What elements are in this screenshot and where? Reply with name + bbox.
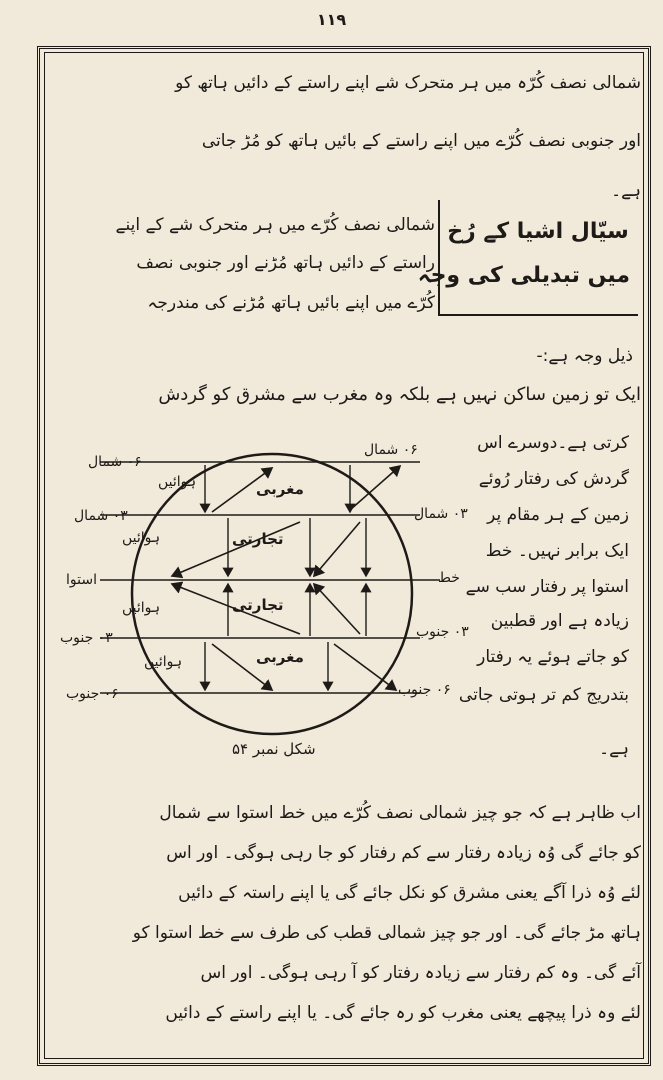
wind-belt-label: مغربی <box>256 648 304 666</box>
section-heading-box <box>417 200 638 316</box>
wind-belts-diagram <box>60 418 480 778</box>
right-latitude-label: خط <box>438 570 460 586</box>
body-line: آئے گی۔ وہ کم رفتار سے زیادہ رفتار کو آ رہی ہوگی۔ اور اس <box>200 963 641 983</box>
beside-heading-line: کُرّے میں اپنے بائیں ہاتھ مُڑنے کی مندرجہ <box>147 293 435 313</box>
section-heading-line: سیّال اشیا کے رُخ <box>447 219 629 244</box>
body-line: کو جائے گی وُہ زیادہ رفتار سے کم رفتار کو جا رہی ہوگی۔ اور اس <box>166 843 641 863</box>
wind-belt-label: تجارتی <box>232 596 284 614</box>
arrow <box>314 522 360 576</box>
side-line: بتدریج کم تر ہوتی جاتی <box>458 685 629 705</box>
body-line: لئے وُہ ذرا آگے یعنی مشرق کو نکل جائے گی یا اپنے راستہ کے دائیں <box>178 883 641 903</box>
side-line: کرتی ہے۔دوسرے اس <box>477 433 629 453</box>
side-line: گردش کی رفتار رُوئے <box>478 469 629 489</box>
right-latitude-label: ۰۳ جنوب <box>416 624 469 640</box>
arrow <box>314 584 360 634</box>
left-latitude-label: استوا <box>66 572 97 588</box>
side-line: ایک برابر نہیں۔ خط <box>485 541 629 561</box>
left-latitude-label: ۰۶ جنوب <box>66 686 119 702</box>
wind-belt-label: تجارتی <box>232 530 284 548</box>
section-heading-line: میں تبدیلی کی وجہ <box>417 263 630 288</box>
arrow <box>350 466 400 510</box>
page-number: ۱۱۹ <box>316 10 347 29</box>
winds-label: ہوائیں <box>122 530 161 546</box>
right-latitude-label: ۰۶ جنوب <box>398 682 451 698</box>
beside-heading-line: شمالی نصف کُرّے میں ہر متحرک شے کے اپنے <box>115 215 435 235</box>
figure-caption: شکل نمبر ۵۴ <box>232 740 316 758</box>
side-line: زیادہ ہے اور قطبین <box>490 611 629 631</box>
right-latitude-label: ۰۶ شمال <box>364 442 418 458</box>
body-line: اب ظاہر ہے کہ جو چیز شمالی نصف کُرّے میں خط استوا سے شمال <box>159 803 641 823</box>
left-latitude-label: ۰۶ شمال <box>88 454 142 470</box>
winds-label: ہوائیں <box>158 474 197 490</box>
pre-diagram-line: ایک تو زمین ساکن نہیں ہے بلکہ وہ مغرب سے مشرق کو گردش <box>158 384 641 405</box>
intro-line: شمالی نصف کُرّہ میں ہر متحرک شے اپنے راستے کے دائیں ہاتھ کو <box>175 73 641 93</box>
side-line: استوا پر رفتار سب سے <box>465 577 629 597</box>
right-latitude-label: ۰۳ شمال <box>414 506 468 522</box>
side-line: کو جاتے ہوئے یہ رفتار <box>477 647 629 667</box>
intro-line: اور جنوبی نصف کُرّے میں اپنے راستے کے بائیں ہاتھ کو مُڑ جاتی <box>201 131 641 151</box>
body-line: لئے وہ ذرا پیچھے یعنی مغرب کو رہ جائے گی۔ یا اپنے راستے کے دائیں <box>165 1003 641 1023</box>
wind-belt-label: مغربی <box>256 480 304 498</box>
arrow <box>334 644 396 690</box>
side-line: ہے۔ <box>599 739 629 759</box>
winds-label: ہوائیں <box>144 654 183 670</box>
intro-line: ہے۔ <box>611 181 641 201</box>
left-latitude-label: ۰۳ شمال <box>74 508 128 524</box>
winds-label: ہوائیں <box>122 600 161 616</box>
body-line: ہاتھ مڑ جائے گی۔ اور جو چیز شمالی قطب کی طرف سے خط استوا کو <box>132 923 641 943</box>
side-line: زمین کے ہر مقام پر <box>487 505 629 525</box>
pre-diagram-line: ذیل وجہ ہے:- <box>536 346 633 366</box>
left-latitude-label: ۰۳ جنوب <box>60 630 113 646</box>
beside-heading-line: راستے کے دائیں ہاتھ مُڑنے اور جنوبی نصف <box>136 253 435 273</box>
